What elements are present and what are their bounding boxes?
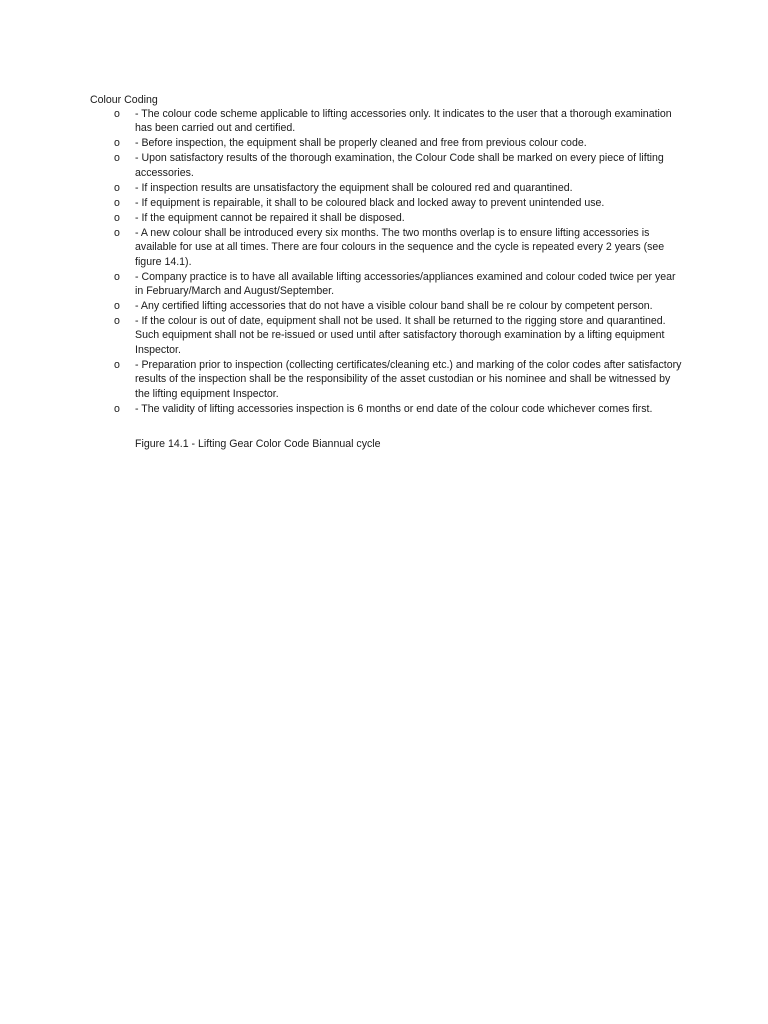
bullet-marker: o (114, 211, 120, 224)
section-heading: Colour Coding (90, 94, 158, 106)
list-item-text: - Company practice is to have all available lifting accessories/appliances examined and colour coded twice per year in February/March and August/September. (135, 270, 676, 298)
list-item (114, 226, 684, 269)
figure-caption: Figure 14.1 - Lifting Gear Color Code Biannual cycle (135, 438, 381, 450)
bullet-marker: o (114, 226, 120, 239)
bullet-marker: o (114, 270, 120, 283)
list-item (114, 358, 684, 401)
list-item (114, 314, 684, 357)
list-item-text: - If inspection results are unsatisfactory the equipment shall be coloured red and quarantined. (135, 181, 573, 194)
bullet-marker: o (114, 152, 120, 165)
list-item (114, 181, 684, 195)
bullet-marker: o (114, 358, 120, 371)
list-item-text: - A new colour shall be introduced every six months. The two months overlap is to ensure lifting accessories is available for use at all times. There are four colours in the sequence and the cycle is repeated every 2 years (see figure 14.1). (135, 226, 665, 268)
list-item-text: - Any certified lifting accessories that do not have a visible colour band shall be re colour by competent person. (135, 300, 653, 313)
list-item (114, 299, 684, 313)
list-item (114, 107, 684, 136)
list-item (114, 211, 684, 225)
list-item (114, 196, 684, 210)
list-item (114, 402, 684, 416)
bullet-marker: o (114, 315, 120, 328)
list-item-text: - Upon satisfactory results of the thorough examination, the Colour Code shall be marked on every piece of lifting accessories. (135, 152, 664, 179)
list-item (114, 270, 684, 299)
list-item-text: - Before inspection, the equipment shall be properly cleaned and free from previous colour code. (135, 137, 587, 150)
bullet-marker: o (114, 402, 120, 415)
list-item-text: - The colour code scheme applicable to lifting accessories only. It indicates to the user that a thorough examination has been carried out and certified. (135, 108, 672, 135)
list-item-text: - If the equipment cannot be repaired it shall be disposed. (135, 211, 405, 224)
list-item-text: - If equipment is repairable, it shall to be coloured black and locked away to prevent unintended use. (135, 196, 605, 209)
list-item-text: - The validity of lifting accessories inspection is 6 months or end date of the colour code whichever comes first. (135, 402, 653, 415)
bullet-marker: o (114, 181, 120, 194)
list-item (114, 151, 684, 180)
bullet-marker: o (114, 108, 120, 120)
list-item-text: - Preparation prior to inspection (collecting certificates/cleaning etc.) and marking of the color codes after satisfactory results of the inspection shall be the responsibility of the asset custodian or his nominee and shall be witnessed by the lifting equipment Inspector. (135, 358, 682, 400)
list-item-text: - If the colour is out of date, equipment shall not be used. It shall be returned to the rigging store and quarantined. Such equipment shall not be re-issued or used until after satisfactory thorough examination by a lifting equipment Inspector. (135, 315, 666, 356)
bullet-marker: o (114, 196, 120, 209)
list-item (114, 136, 684, 150)
bullet-marker: o (114, 300, 120, 313)
bullet-list (114, 107, 684, 417)
bullet-marker: o (114, 137, 120, 150)
